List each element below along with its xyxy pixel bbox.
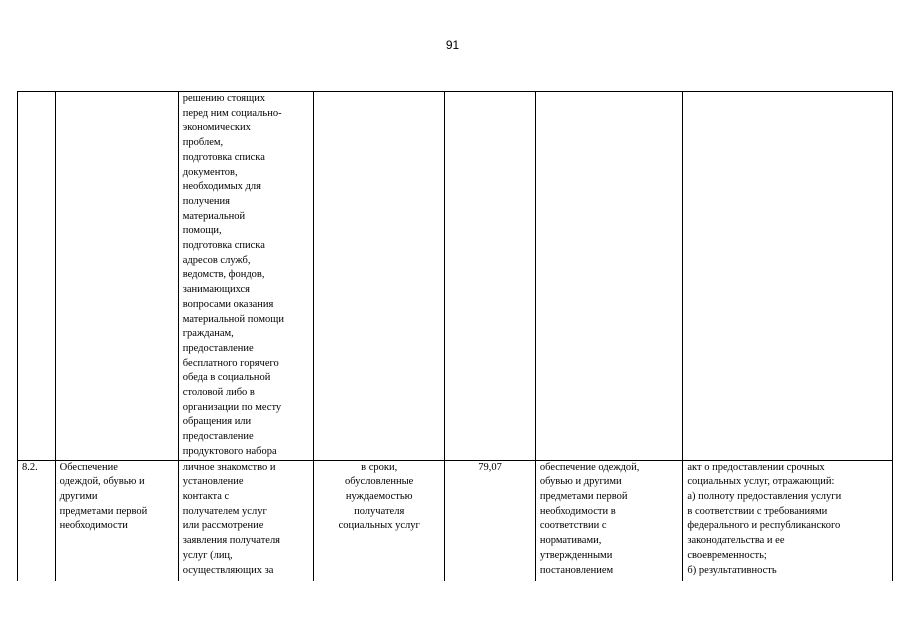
cell-tariff: 79,07 bbox=[445, 460, 536, 581]
cell-service-name bbox=[55, 92, 178, 461]
cell-number bbox=[18, 92, 56, 461]
cell-conditions: акт о предоставлении срочных социальных услуг, отражающий: а) полноту предоставления услуги в соответствии с требованиями федерального и республиканского законодательства и ее своевременность; б) результативность bbox=[683, 460, 893, 581]
services-table bbox=[17, 91, 893, 581]
cell-conditions bbox=[683, 92, 893, 461]
cell-tariff bbox=[445, 92, 536, 461]
cell-terms bbox=[314, 92, 445, 461]
cell-content: личное знакомство и установление контакта с получателем услуг или рассмотрение заявления получателя услуг (лиц, осуществляющих за bbox=[178, 460, 313, 581]
cell-indicators: обеспечение одеждой, обувью и другими предметами первой необходимости в соответствии с нормативами, утвержденными постановлением bbox=[535, 460, 683, 581]
table-row bbox=[18, 92, 893, 461]
cell-number: 8.2. bbox=[18, 460, 56, 581]
page-number: 91 bbox=[445, 38, 460, 52]
cell-indicators bbox=[535, 92, 683, 461]
table-row bbox=[18, 460, 893, 581]
cell-terms: в сроки, обусловленные нуждаемостью получателя социальных услуг bbox=[314, 460, 445, 581]
cell-content: решению стоящих перед ним социально- экономических проблем, подготовка списка документов, необходимых для получения материальной помощи, подготовка списка адресов служб, ведомств, фондов, занимающихся вопросами оказания материальной помощи гражданам, предоставление бесплатного горячего обеда в социальной столовой либо в организации по месту обращения или предоставление продуктового набора bbox=[178, 92, 313, 461]
cell-service-name: Обеспечение одеждой, обувью и другими предметами первой необходимости bbox=[55, 460, 178, 581]
